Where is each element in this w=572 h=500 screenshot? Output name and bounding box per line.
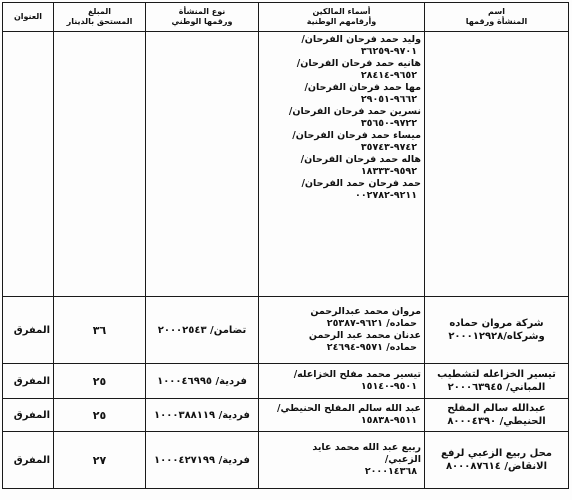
owner-name: تيسير محمد مفلح الخزاعله/ xyxy=(293,369,421,380)
owner-national-id: ٩٧٤٢-٣٥٧٤٣ xyxy=(360,142,417,153)
owner-name: حمد فرحان حمد الفرحان/ xyxy=(301,178,421,189)
address-cell: المفرق xyxy=(3,364,54,399)
amount-due-cell: ٣٦ xyxy=(54,297,146,364)
owners-cell xyxy=(259,432,425,489)
establishment-name-cell: شركة مروان حماده وشركاه/٢٠٠٠١٢٩٢٨ xyxy=(425,297,569,364)
owner-name: الزعبي/ xyxy=(384,454,421,465)
table-row xyxy=(3,297,569,364)
owner-national-id: ٩٥١١-١٥٨٣٨ xyxy=(360,415,417,426)
owner-national-id: ٢٠٠٠١٤٣٦٨ xyxy=(364,466,417,477)
address-cell: المفرق xyxy=(3,399,54,432)
owner-national-id: ٩٥٠١-١٥١٤٠ xyxy=(360,381,417,392)
establishment-type-cell: فردية/ ١٠٠٠٣٨٨١١٩ xyxy=(146,399,259,432)
establishment-name-cell: تيسير الخزاعله لتشطيب المباني/ ٢٠٠٠٦٣٩٤٥ xyxy=(425,364,569,399)
debts-table xyxy=(2,2,569,489)
amount-due-cell: ٢٧ xyxy=(54,432,146,489)
owner-name: عبد الله سالم المفلح الحنيطي/ xyxy=(277,403,421,414)
amount-due-cell xyxy=(54,32,146,297)
header-amount: المبلغ المستحق بالدينار xyxy=(54,3,146,32)
header-name: اسم المنشأة ورقمها xyxy=(425,3,569,32)
header-type: نوع المنشأة ورقمها الوطني xyxy=(146,3,259,32)
establishment-type-cell: فردية/ ١٠٠٠٤٢٧١٩٩ xyxy=(146,432,259,489)
table-row xyxy=(3,32,569,297)
owner-name: مها حمد فرحان الفرحان/ xyxy=(304,82,421,93)
owners-cell xyxy=(259,32,425,297)
owner-name: مروان محمد عبدالرحمن xyxy=(310,306,421,317)
establishment-name-cell: محل ربيع الزعبي لرفع الانقاض/ ٨٠٠٠٨٧٦١٤ xyxy=(425,432,569,489)
amount-due-cell: ٢٥ xyxy=(54,364,146,399)
establishment-type-cell xyxy=(146,32,259,297)
address-cell xyxy=(3,32,54,297)
owner-name: ميساء حمد فرحان الفرحان/ xyxy=(292,130,421,141)
owner-name: ربيع عبد الله محمد عايد xyxy=(312,442,421,453)
address-cell: المفرق xyxy=(3,432,54,489)
establishment-name-cell xyxy=(425,32,569,297)
owner-national-id: ٩٦٥٢-٢٨٤١٤ xyxy=(360,70,417,81)
owner-national-id: حماده/ ٩٥٧١-٢٤٦٩٤ xyxy=(326,342,417,353)
owners-cell xyxy=(259,399,425,432)
owner-national-id: ٩٧٠١-٣٦٢٥٩ xyxy=(360,46,417,57)
table-row xyxy=(3,399,569,432)
establishment-type-cell: فردية/ ١٠٠٠٤٦٩٩٥ xyxy=(146,364,259,399)
table-header-row xyxy=(3,3,569,32)
owner-name: عدنان محمد عبد الرحمن xyxy=(308,330,421,341)
header-owners: أسماء المالكين وأرقامهم الوطنية xyxy=(259,3,425,32)
establishment-type-cell: تضامن/ ٢٠٠٠٢٥٤٣ xyxy=(146,297,259,364)
owner-national-id: ٩٢١١-٠٠٢٧٨٢ xyxy=(355,190,417,201)
owners-cell xyxy=(259,297,425,364)
owner-national-id: ٩٧٢٢-٣٥٦٥٠ xyxy=(360,118,417,129)
owner-name: نسرين حمد فرحان الفرحان/ xyxy=(288,106,421,117)
owner-national-id: حماده/ ٩٦٢١-٢٥٣٨٧ xyxy=(326,318,417,329)
header-address: العنوان xyxy=(3,3,54,32)
owner-name: هاله حمد فرحان الفرحان/ xyxy=(300,154,421,165)
amount-due-cell: ٢٥ xyxy=(54,399,146,432)
owner-national-id: ٩٦٦٢-٢٩٠٥١ xyxy=(360,94,417,105)
establishment-name-cell: عبدالله سالم المفلح الحنيطي/ ٨٠٠٠٤٣٩٠ xyxy=(425,399,569,432)
address-cell: المفرق xyxy=(3,297,54,364)
table-row xyxy=(3,432,569,489)
owner-national-id: ٩٥٩٢-١٨٣٣٣ xyxy=(360,166,417,177)
owner-name: وليد حمد فرحان الفرحان/ xyxy=(301,34,421,45)
table-row xyxy=(3,364,569,399)
owners-cell xyxy=(259,364,425,399)
owner-name: هانيه حمد فرحان الفرحان/ xyxy=(296,58,421,69)
